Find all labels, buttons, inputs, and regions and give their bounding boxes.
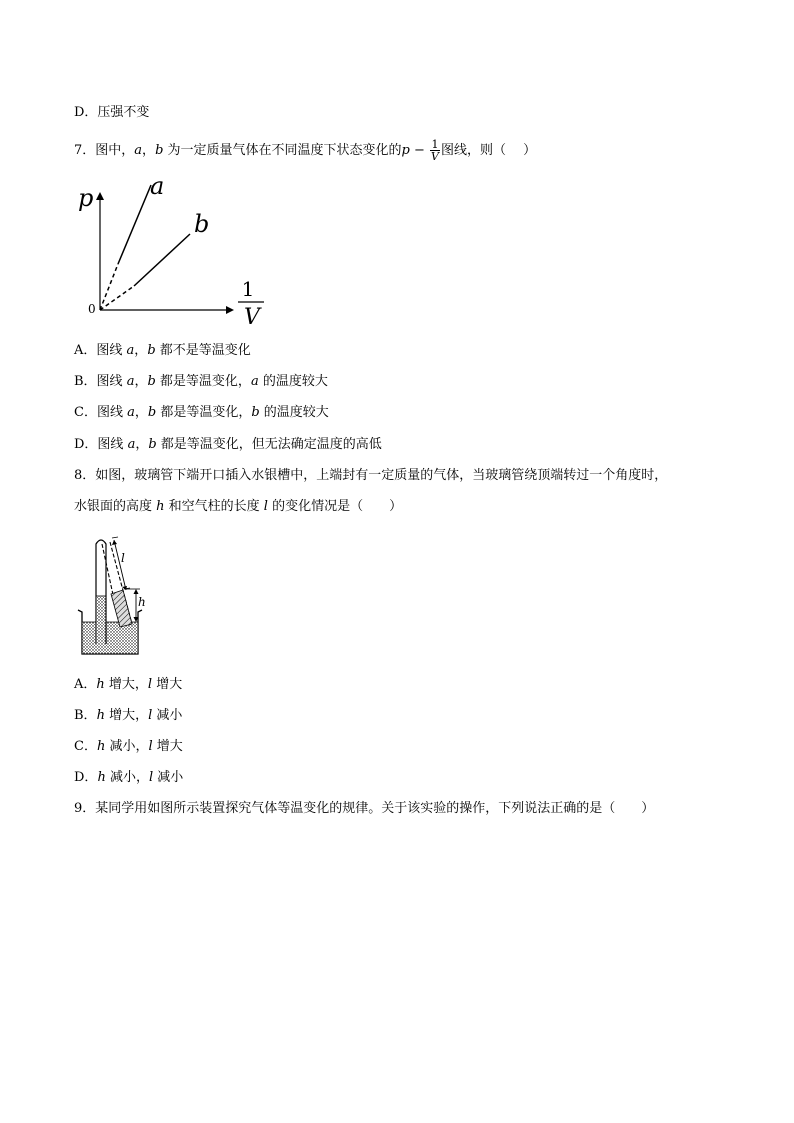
- q8-option-c: C．h 减小，l 增大: [74, 739, 183, 754]
- q7-option-a: A．图线 a，b 都不是等温变化: [74, 343, 251, 358]
- q7-line-a-dashed: [100, 264, 118, 310]
- q7-line-a-label: a: [150, 172, 165, 200]
- q9-stem: 9．某同学用如图所示装置探究气体等温变化的规律。关于该实验的操作，下列说法正确的是（ ）: [74, 801, 655, 816]
- q7-origin-label: 0: [88, 302, 96, 316]
- q7-x-den: V: [244, 305, 260, 330]
- q7-stem: 7．图中，a，b 为一定质量气体在不同温度下状态变化的p − $\frac{1}{V}$ 图线，则（ ）: [74, 138, 537, 163]
- q8-label-h: h: [138, 595, 146, 609]
- q8-option-b: B．h 增大，l 减小: [74, 708, 183, 723]
- q7-line-a: [118, 185, 151, 264]
- q7-x-num: 1: [241, 277, 255, 301]
- q8-figure: [74, 532, 174, 662]
- q8-stem-line1: 8．如图，玻璃管下端开口插入水银槽中，上端封有一定质量的气体，当玻璃管绕顶端转过一个角度时，: [74, 468, 668, 483]
- q6-option-d: D．压强不变: [74, 105, 150, 120]
- q7-line-b-dashed: [100, 286, 134, 310]
- q8-stem-line2: 水银面的高度 h 和空气柱的长度 l 的变化情况是（ ）: [74, 499, 403, 514]
- q7-y-label: p: [78, 184, 94, 212]
- q7-graph: [72, 172, 282, 332]
- q7-line-b-label: b: [194, 210, 210, 238]
- q8-option-d: D．h 减小，l 减小: [74, 770, 184, 785]
- q8-mercury: [83, 622, 138, 654]
- q7-line-b: [134, 234, 190, 286]
- q7-option-c: C．图线 a，b 都是等温变化，b 的温度较大: [74, 405, 329, 420]
- q7-option-d: D．图线 a，b 都是等温变化，但无法确定温度的高低: [74, 437, 382, 452]
- q8-option-a: A．h 增大，l 增大: [74, 677, 183, 692]
- q7-option-b: B．图线 a，b 都是等温变化，a 的温度较大: [74, 374, 328, 389]
- q7-fraction: $\frac{1}{V}$: [431, 138, 439, 163]
- q8-tilted-mercury: [111, 590, 132, 627]
- q8-mercury-column: [97, 596, 106, 644]
- q8-l-dimension: [114, 540, 126, 590]
- q8-label-l: l: [121, 551, 125, 565]
